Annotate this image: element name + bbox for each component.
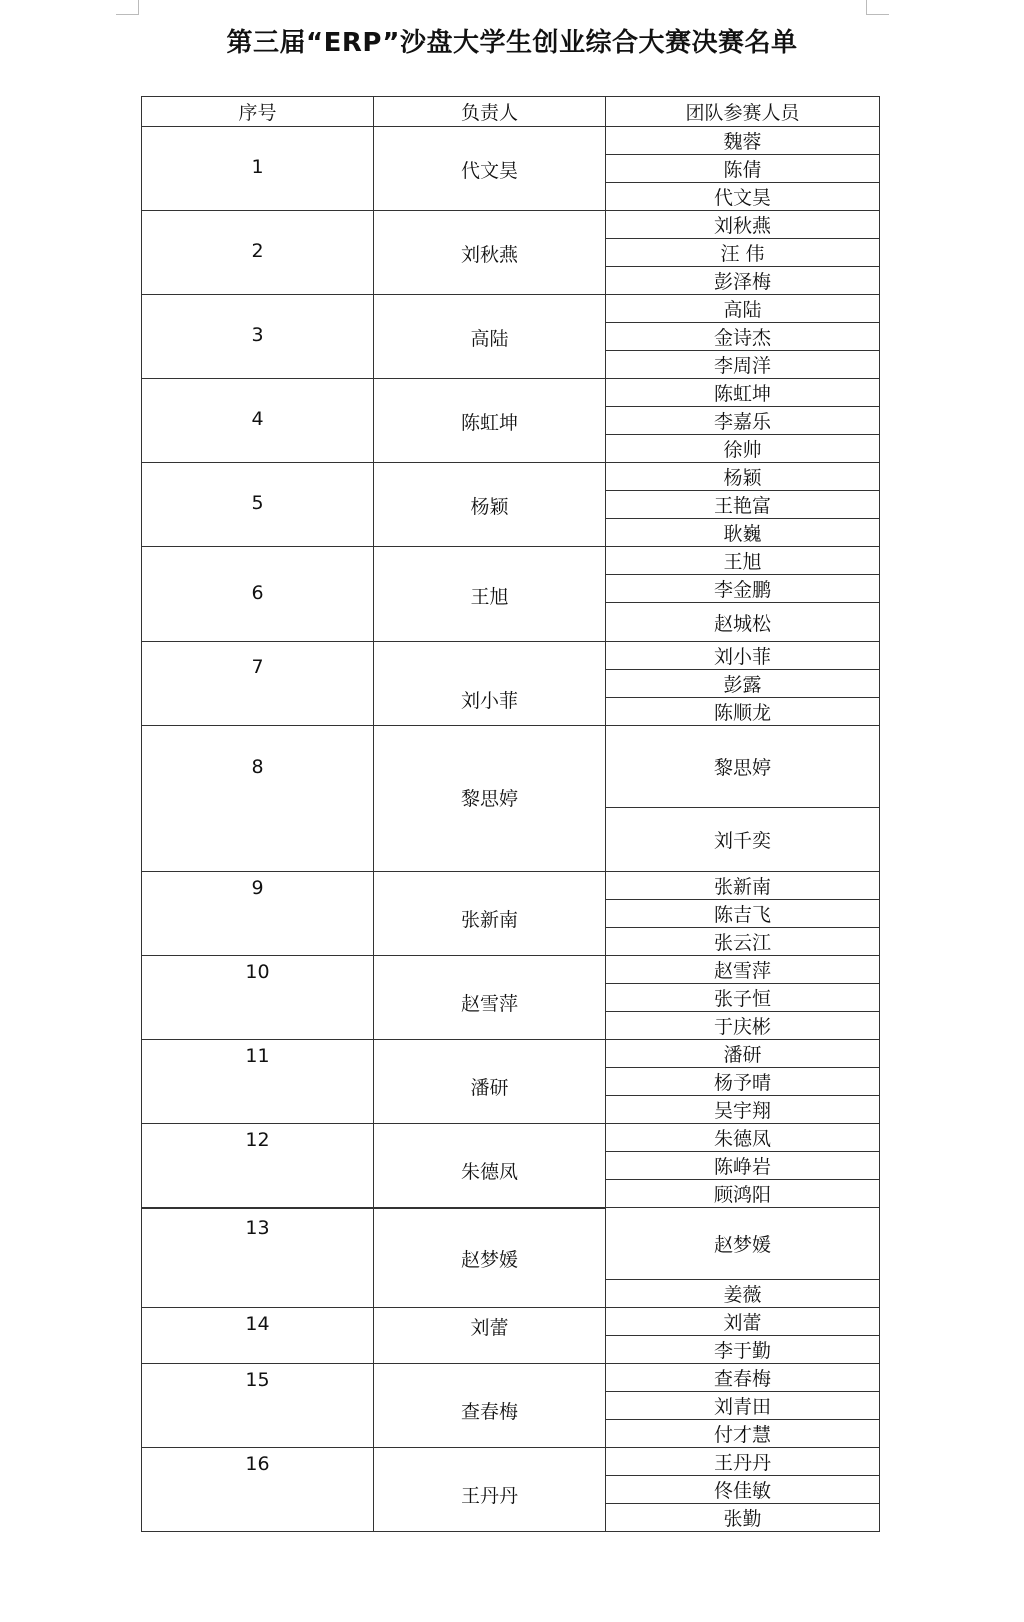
member-name: 刘秋燕 [606,211,880,239]
member-name: 魏蓉 [606,127,880,155]
row-number: 12 [245,1129,270,1151]
table-row [142,127,880,155]
finalist-table [141,96,880,1532]
row-number: 11 [245,1045,270,1067]
leader-name: 潘研 [470,1077,509,1099]
leader-name: 黎思婷 [460,788,518,810]
table-row [142,1040,880,1068]
leader-name: 刘蕾 [470,1317,509,1339]
leader-cell [374,872,606,956]
member-name: 李金鹏 [606,575,880,603]
row-number-cell [142,127,374,211]
leader-name: 张新南 [460,909,518,931]
leader-cell [374,379,606,463]
leader-cell [374,1040,606,1124]
member-name: 于庆彬 [606,1012,880,1040]
row-number: 2 [251,240,264,262]
leader-name: 刘小菲 [460,690,518,712]
member-name: 张子恒 [606,984,880,1012]
row-number-cell [142,726,374,872]
leader-name: 王丹丹 [460,1485,518,1507]
header-members: 团队参赛人员 [606,97,880,127]
leader-name: 赵梦媛 [460,1248,518,1271]
member-name: 王丹丹 [606,1448,880,1476]
row-number: 13 [245,1216,270,1239]
member-name: 王旭 [606,547,880,575]
member-name: 陈峥岩 [606,1152,880,1180]
row-number-cell [142,1364,374,1448]
member-name: 刘青田 [606,1392,880,1420]
member-name: 黎思婷 [606,726,880,808]
leader-cell [374,956,606,1040]
member-name: 张勤 [606,1504,880,1532]
member-name: 李周洋 [606,351,880,379]
leader-name: 刘秋燕 [460,244,518,266]
row-number: 5 [251,492,264,514]
row-number-cell [142,872,374,956]
leader-name: 代文昊 [460,160,518,182]
row-number-cell [142,295,374,379]
member-name: 代文昊 [606,183,880,211]
member-name: 陈顺龙 [606,698,880,726]
row-number: 7 [251,656,264,678]
leader-cell [374,1124,606,1208]
row-number: 16 [245,1453,270,1475]
table-row [142,642,880,670]
header-number: 序号 [142,97,374,127]
row-number-cell [142,379,374,463]
table-row [142,872,880,900]
member-name: 赵雪萍 [606,956,880,984]
row-number: 15 [245,1369,270,1391]
table-row [142,463,880,491]
member-name: 杨颖 [606,463,880,491]
row-number: 3 [251,324,264,346]
row-number-cell [142,642,374,726]
row-number-cell [142,211,374,295]
table-body [142,127,880,1532]
member-name: 顾鸿阳 [606,1180,880,1208]
row-number-cell [142,1124,374,1208]
table-row [142,295,880,323]
leader-cell [374,1448,606,1532]
row-number-cell [142,1448,374,1532]
member-name: 汪 伟 [606,239,880,267]
table-row [142,1308,880,1336]
member-name: 查春梅 [606,1364,880,1392]
table-row [142,211,880,239]
member-name: 彭露 [606,670,880,698]
row-number: 1 [251,156,264,178]
leader-cell [374,463,606,547]
member-name: 杨予晴 [606,1068,880,1096]
table-row [142,726,880,808]
member-name: 张云江 [606,928,880,956]
row-number-cell [142,1208,374,1308]
row-number-cell [142,547,374,642]
leader-cell [374,726,606,872]
leader-cell [374,127,606,211]
leader-cell [374,1364,606,1448]
row-number-cell [142,1308,374,1364]
member-name: 赵梦媛 [606,1208,880,1280]
row-number: 14 [245,1313,270,1335]
row-number: 4 [251,408,264,430]
table-row [142,1124,880,1152]
table-row [142,547,880,575]
leader-name: 陈虹坤 [460,412,518,434]
table-row [142,1208,880,1280]
member-name: 耿巍 [606,519,880,547]
leader-cell [374,1308,606,1364]
member-name: 金诗杰 [606,323,880,351]
table-row [142,379,880,407]
header-leader: 负责人 [374,97,606,127]
row-number: 6 [251,581,264,604]
member-name: 刘千奕 [606,808,880,872]
member-name: 赵城松 [606,603,880,642]
table-header-row [142,97,880,127]
member-name: 吴宇翔 [606,1096,880,1124]
page-corner-mark-left [116,0,139,15]
leader-name: 王旭 [470,585,509,608]
member-name: 佟佳敏 [606,1476,880,1504]
leader-cell [374,1208,606,1308]
member-name: 张新南 [606,872,880,900]
member-name: 高陆 [606,295,880,323]
leader-name: 查春梅 [460,1401,518,1423]
leader-cell [374,547,606,642]
member-name: 彭泽梅 [606,267,880,295]
member-name: 李嘉乐 [606,407,880,435]
leader-name: 赵雪萍 [460,993,518,1015]
member-name: 付才慧 [606,1420,880,1448]
member-name: 陈吉飞 [606,900,880,928]
table-row [142,1364,880,1392]
leader-name: 高陆 [470,328,509,350]
leader-cell [374,642,606,726]
document-title: 第三届“ERP”沙盘大学生创业综合大赛决赛名单 [226,28,798,58]
member-name: 徐帅 [606,435,880,463]
leader-cell [374,295,606,379]
member-name: 姜薇 [606,1280,880,1308]
row-number: 8 [251,756,264,778]
table-row [142,1448,880,1476]
member-name: 朱德凤 [606,1124,880,1152]
member-name: 王艳富 [606,491,880,519]
leader-name: 朱德凤 [460,1161,518,1183]
row-number-cell [142,463,374,547]
row-number-cell [142,956,374,1040]
table-row [142,956,880,984]
row-number: 9 [251,877,264,899]
member-name: 陈倩 [606,155,880,183]
member-name: 刘小菲 [606,642,880,670]
leader-cell [374,211,606,295]
row-number: 10 [245,961,270,983]
page-corner-mark-right [866,0,889,15]
member-name: 李于勤 [606,1336,880,1364]
member-name: 陈虹坤 [606,379,880,407]
leader-name: 杨颖 [470,496,509,518]
member-name: 刘蕾 [606,1308,880,1336]
member-name: 潘研 [606,1040,880,1068]
row-number-cell [142,1040,374,1124]
